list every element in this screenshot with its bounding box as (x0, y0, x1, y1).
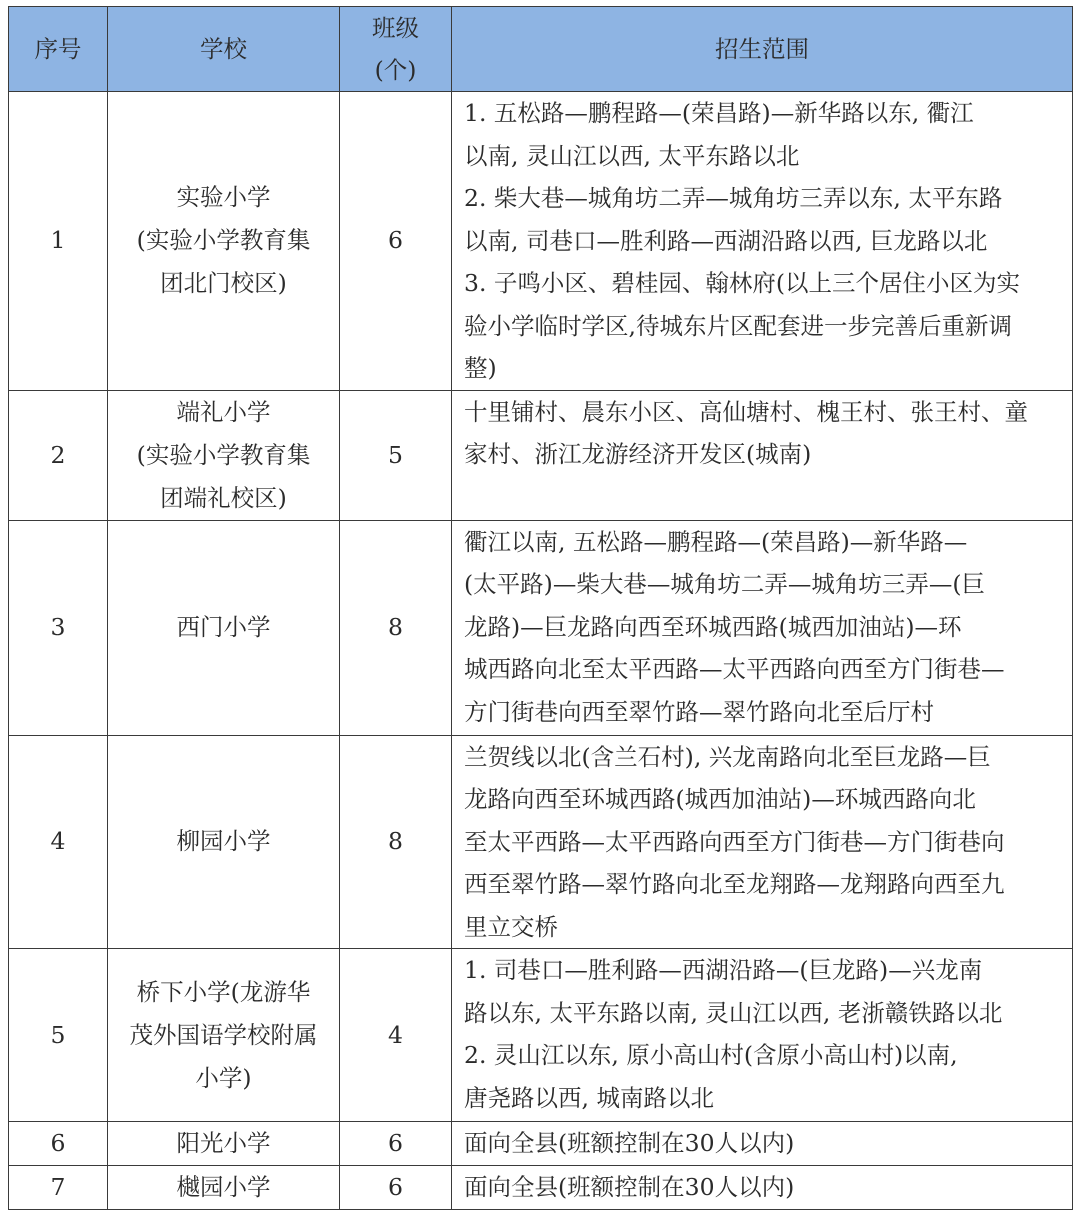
row-school (108, 735, 340, 949)
table-row (9, 1166, 1073, 1210)
range-line: 西至翠竹路—翠竹路向北至龙翔路—龙翔路向西至九 (464, 870, 1005, 898)
row-school (108, 520, 340, 735)
table-row (9, 949, 1073, 1122)
range-line: 至太平西路—太平西路向西至方门街巷—方门街巷向 (464, 827, 1005, 856)
range-line: 方门街巷向西至翠竹路—翠竹路向北至后厅村 (464, 697, 934, 726)
row-range (452, 1122, 1073, 1166)
range-line: 1. 司巷口—胜利路—西湖沿路—(巨龙路)—兴龙南 (464, 956, 983, 984)
row-index: 7 (9, 1166, 108, 1210)
range-line: 验小学临时学区,待城东片区配套进一步完善后重新调 (464, 311, 1012, 340)
row-index: 6 (9, 1122, 108, 1166)
header-range: 招生范围 (452, 7, 1073, 92)
row-index: 5 (9, 949, 108, 1122)
row-classes: 6 (340, 1122, 452, 1166)
table-body (9, 92, 1073, 1210)
row-school (108, 92, 340, 391)
school-name-line: 端礼小学 (176, 397, 271, 426)
header-school: 学校 (108, 7, 340, 92)
row-index: 4 (9, 735, 108, 949)
row-school (108, 949, 340, 1122)
table-row (9, 92, 1073, 391)
range-line: 十里铺村、晨东小区、高仙塘村、槐王村、张王村、童 (464, 397, 1028, 426)
header-classes-line1: 班级 (372, 14, 419, 42)
table-row (9, 520, 1073, 735)
row-classes: 5 (340, 390, 452, 520)
row-classes: 8 (340, 735, 452, 949)
school-name-line: 柳园小学 (176, 827, 271, 856)
school-name-line: 茂外国语学校附属 (129, 1020, 318, 1049)
row-range (452, 390, 1073, 520)
school-name-line: 团北门校区) (160, 269, 287, 298)
row-classes: 4 (340, 949, 452, 1122)
school-name-line: 西门小学 (176, 613, 271, 641)
row-classes: 6 (340, 92, 452, 391)
header-classes (340, 7, 452, 92)
row-index: 3 (9, 520, 108, 735)
row-index: 1 (9, 92, 108, 391)
school-name-line: 小学) (195, 1063, 252, 1092)
range-line: 家村、浙江龙游经济开发区(城南) (464, 440, 812, 468)
range-line: 3. 子鸣小区、碧桂园、翰林府(以上三个居住小区为实 (464, 269, 1021, 297)
range-line: 里立交桥 (464, 912, 558, 941)
row-range (452, 520, 1073, 735)
range-line: 以南, 灵山江以西, 太平东路以北 (464, 141, 800, 170)
range-line: 以南, 司巷口—胜利路—西湖沿路以西, 巨龙路以北 (464, 226, 988, 255)
row-range (452, 735, 1073, 949)
school-name-line: 樾园小学 (176, 1173, 271, 1201)
range-line: 面向全县(班额控制在30人以内) (464, 1129, 795, 1157)
range-line: 路以东, 太平东路以南, 灵山江以西, 老浙赣铁路以北 (464, 998, 1003, 1027)
range-line: 面向全县(班额控制在30人以内) (464, 1173, 795, 1201)
header-index: 序号 (9, 7, 108, 92)
range-line: 2. 灵山江以东, 原小高山村(含原小高山村)以南, (464, 1041, 958, 1069)
row-range (452, 949, 1073, 1122)
school-name-line: 实验小学 (176, 183, 271, 212)
table-row (9, 1122, 1073, 1166)
row-school (108, 1122, 340, 1166)
table-row (9, 735, 1073, 949)
range-line: 2. 柴大巷—城角坊二弄—城角坊三弄以东, 太平东路 (464, 184, 1003, 212)
range-line: 城西路向北至太平西路—太平西路向西至方门街巷— (464, 655, 1005, 683)
school-name-line: (实验小学教育集 (136, 226, 311, 255)
school-name-line: (实验小学教育集 (136, 440, 311, 469)
row-school (108, 390, 340, 520)
row-range (452, 92, 1073, 391)
range-line: 衢江以南, 五松路—鹏程路—(荣昌路)—新华路— (464, 527, 968, 556)
header-row (9, 7, 1073, 92)
range-line: 龙路)—巨龙路向西至环城西路(城西加油站)—环 (464, 612, 962, 641)
range-line: 整) (464, 354, 497, 382)
table-row (9, 390, 1073, 520)
range-line: (太平路)—柴大巷—城角坊二弄—城角坊三弄—(巨 (464, 570, 986, 598)
range-line: 龙路向西至环城西路(城西加油站)—环城西路向北 (464, 785, 976, 813)
school-name-line: 团端礼校区) (160, 483, 287, 512)
row-index: 2 (9, 390, 108, 520)
header-classes-line2: (个) (374, 56, 417, 84)
row-range (452, 1166, 1073, 1210)
range-line: 1. 五松路—鹏程路—(荣昌路)—新华路以东, 衢江 (464, 99, 974, 127)
row-classes: 6 (340, 1166, 452, 1210)
row-school (108, 1166, 340, 1210)
range-line: 唐尧路以西, 城南路以北 (464, 1083, 714, 1112)
row-classes: 8 (340, 520, 452, 735)
range-line: 兰贺线以北(含兰石村), 兴龙南路向北至巨龙路—巨 (464, 742, 991, 771)
enrollment-table (8, 6, 1073, 1210)
school-name-line: 阳光小学 (176, 1129, 271, 1157)
school-name-line: 桥下小学(龙游华 (136, 977, 311, 1006)
